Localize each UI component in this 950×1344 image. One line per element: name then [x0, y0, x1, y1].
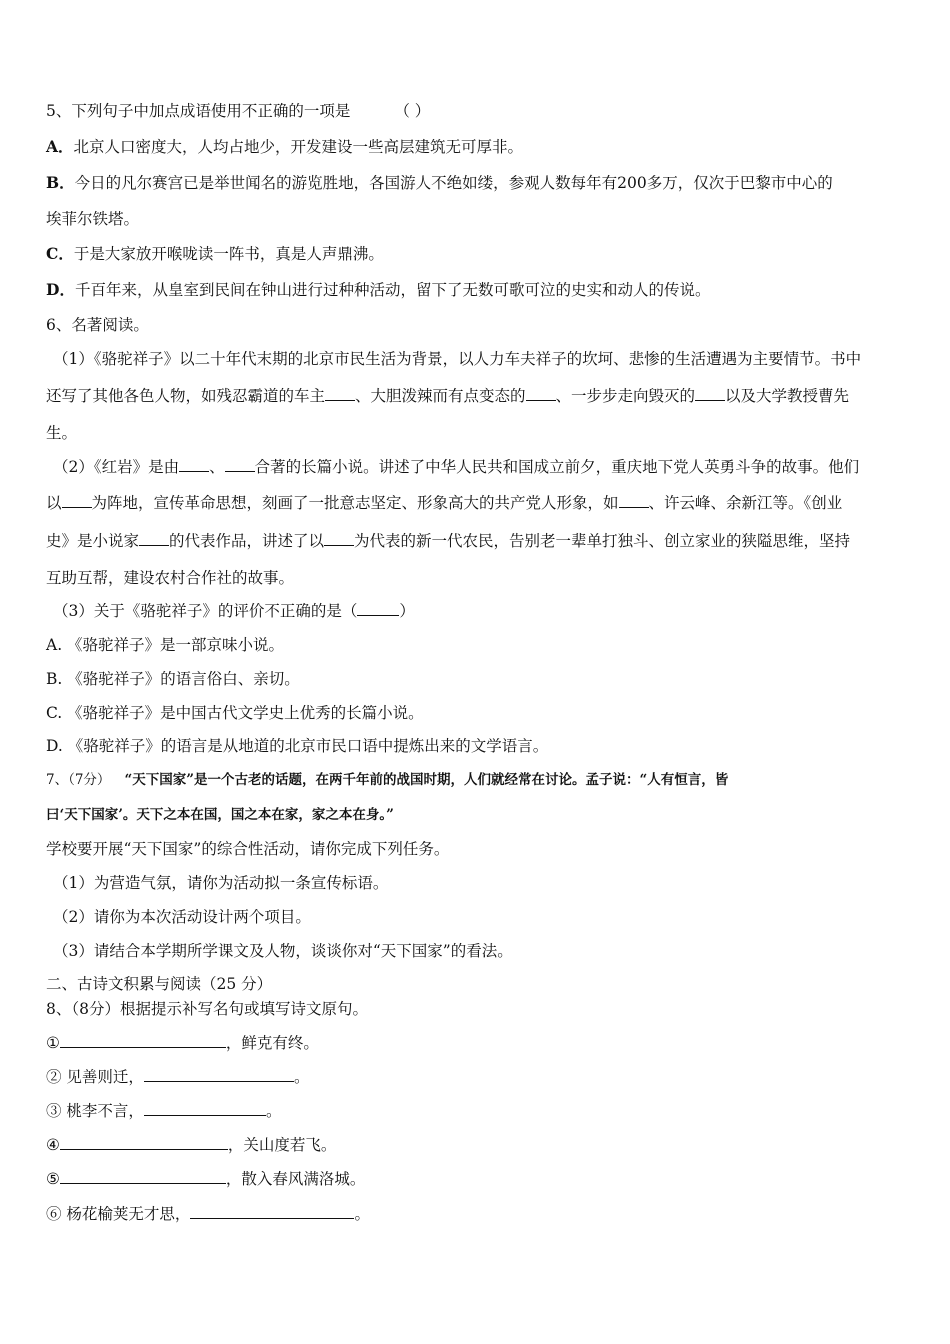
q8-l4-pre: ④ — [46, 1136, 60, 1154]
q5-b-text2: 多万，仅次于巴黎市中心的 — [646, 174, 833, 192]
answer-blank[interactable] — [357, 600, 399, 616]
fill-blank[interactable] — [144, 1100, 266, 1116]
q5-a-text: 北京人口密度大，人均占地少，开发建设一些高层建筑无可厚非。 — [73, 138, 524, 156]
q6-p2-line1 — [53, 456, 908, 478]
q6-p2-b3: 、许云峰、余新江等。《创业 — [648, 494, 843, 512]
q6-p1-line1: （1）《骆驼祥子》以二十年代末期的北京市民生活为背景，以人力车夫祥子的坎坷、悲惨的生活遭遇为主要情节。书中 — [53, 350, 862, 368]
fill-blank[interactable] — [60, 1168, 226, 1184]
q5-b-label: B． — [46, 173, 75, 192]
q6-p3-stem — [53, 600, 908, 622]
q5-stem — [46, 100, 908, 122]
q8-line4 — [46, 1134, 908, 1156]
q8-l4-post: ，关山度若飞。 — [227, 1136, 337, 1154]
blank[interactable] — [139, 530, 169, 546]
q5-a-label: A． — [46, 137, 74, 156]
q6-p1-line2 — [46, 385, 908, 407]
q8-l3-post: 。 — [265, 1102, 282, 1120]
q5-stem-text: 5、下列句子中加点成语使用不正确的一项是 — [46, 102, 351, 120]
blank[interactable] — [695, 385, 725, 401]
q5-d-text: 千百年来，从皇室到民间在钟山进行过种种活动，留下了无数可歌可泣的史实和动人的传说。 — [74, 281, 711, 299]
q5-option-a — [46, 136, 908, 158]
q8-l6-pre: ⑥ 杨花榆荚无才思， — [46, 1205, 191, 1223]
q8-line6 — [46, 1203, 908, 1225]
q5-answer-paren: （ ） — [394, 102, 431, 120]
q7-text1: “天下国家”是一个古老的话题，在两千年前的战国时期，人们就经常在讨论。孟子说：“人有恒言，皆 — [124, 772, 729, 788]
q5-option-b-cont — [46, 208, 908, 230]
q6-p1-b3: 、一步步走向毁灭的 — [555, 387, 696, 405]
q6-p1-b2: 、大胆泼辣而有点变态的 — [355, 387, 526, 405]
q5-c-label: C． — [46, 244, 74, 263]
q8-l5-post: ，散入春风满洛城。 — [225, 1170, 366, 1188]
q6-p1-b1: 还写了其他各色人物，如残忍霸道的车主 — [46, 387, 326, 405]
q6-p2-b1: 以 — [46, 494, 62, 512]
q5-b-text3: 埃菲尔铁塔。 — [46, 210, 140, 228]
q8-l6-post: 。 — [354, 1205, 370, 1223]
q6-p3-option-d: D. 《骆驼祥子》的语言是从地道的北京市民口语中提炼出来的文学语言。 — [46, 737, 549, 755]
q6-p3-option-c: C. 《骆驼祥子》是中国古代文学史上优秀的长篇小说。 — [46, 704, 424, 722]
q6-p2-line4: 互助互帮，建设农村合作社的故事。 — [46, 569, 295, 587]
q6-p1-b4: 以及大学教授曹先 — [725, 387, 850, 405]
q8-line5 — [46, 1168, 908, 1190]
q7-task1: （1）为营造气氛，请你为活动拟一条宣传标语。 — [53, 874, 389, 892]
q7-line2: 曰‘天下国家’。天下之本在国，国之本在家，家之本在身。” — [46, 807, 394, 823]
q5-option-d — [46, 279, 908, 301]
section2-title: 二、古诗文积累与阅读（25 分） — [46, 975, 273, 993]
blank[interactable] — [179, 456, 209, 472]
q6-p2-a1: （2）《红岩》是由 — [53, 458, 180, 476]
q7-num: 7、（7分） — [46, 772, 111, 788]
q6-p3-option-b: B. 《骆驼祥子》的语言俗白、亲切。 — [46, 670, 300, 688]
q6-p3-stem1: （3）关于《骆驼祥子》的评价不正确的是（ — [53, 602, 358, 620]
q7-line1 — [46, 768, 908, 791]
q5-d-label: D． — [46, 280, 75, 299]
fill-blank[interactable] — [60, 1032, 226, 1048]
q6-p2-c2: 的代表作品，讲述了以 — [169, 532, 325, 550]
q5-b-num: 200 — [617, 174, 647, 192]
q6-p2-c3: 为代表的新一代农民，告别老一辈单打独斗、创立家业的狭隘思维，坚持 — [354, 532, 851, 550]
q8-l2-pre: ② 见善则迁， — [46, 1068, 144, 1086]
fill-blank[interactable] — [144, 1066, 294, 1082]
q8-stem: 8、（8分）根据提示补写名句或填写诗文原句。 — [46, 1000, 368, 1018]
blank[interactable] — [325, 385, 355, 401]
q6-p2-line3 — [46, 530, 908, 552]
q8-line2 — [46, 1066, 908, 1088]
q7-intro: 学校要开展“天下国家”的综合性活动，请你完成下列任务。 — [46, 840, 450, 858]
blank[interactable] — [225, 456, 255, 472]
q7-task3: （3）请结合本学期所学课文及人物，谈谈你对“天下国家”的看法。 — [53, 942, 513, 960]
q6-p3-stem2: ） — [399, 602, 415, 620]
blank[interactable] — [526, 385, 556, 401]
blank[interactable] — [619, 492, 649, 508]
q8-line3 — [46, 1100, 908, 1122]
q5-option-b — [46, 172, 908, 194]
q8-l3-pre: ③ 桃李不言， — [46, 1102, 144, 1120]
q6-p3-option-a: A. 《骆驼祥子》是一部京味小说。 — [46, 636, 285, 654]
q8-l2-post: 。 — [293, 1068, 310, 1086]
q8-line1 — [46, 1032, 908, 1054]
fill-blank[interactable] — [190, 1203, 354, 1219]
q8-l1-post: ，鲜克有终。 — [225, 1034, 319, 1052]
blank[interactable] — [62, 492, 92, 508]
q6-p2-a2: 、 — [209, 458, 225, 476]
q5-option-c — [46, 243, 908, 265]
q6-p2-c1: 史》是小说家 — [46, 532, 140, 550]
q8-l5-pre: ⑤ — [46, 1170, 60, 1188]
blank[interactable] — [324, 530, 354, 546]
q6-p1-line3: 生。 — [46, 424, 78, 442]
q5-b-text1: 今日的凡尔赛宫已是举世闻名的游览胜地，各国游人不绝如缕，参观人数每年有 — [74, 174, 618, 192]
q7-task2: （2）请你为本次活动设计两个项目。 — [53, 908, 311, 926]
fill-blank[interactable] — [60, 1134, 228, 1150]
q6-p2-b2: 为阵地，宣传革命思想，刻画了一批意志坚定、形象高大的共产党人形象，如 — [91, 494, 619, 512]
q6-stem: 6、名著阅读。 — [46, 316, 149, 334]
q5-c-text: 于是大家放开喉咙读一阵书，真是人声鼎沸。 — [73, 245, 384, 263]
q8-l1-pre: ① — [46, 1034, 60, 1052]
q6-p2-line2 — [46, 492, 908, 514]
q6-p2-a3: 合著的长篇小说。讲述了中华人民共和国成立前夕，重庆地下党人英勇斗争的故事。他们 — [254, 458, 860, 476]
